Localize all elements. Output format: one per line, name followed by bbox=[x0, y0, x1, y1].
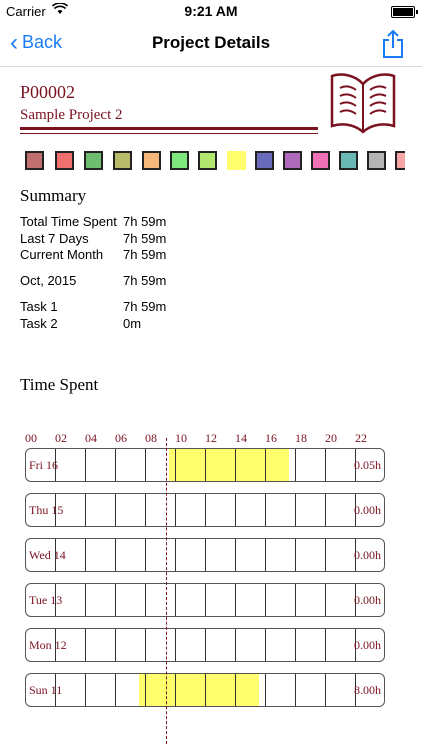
summary-value: 7h 59m bbox=[123, 231, 167, 246]
share-button[interactable] bbox=[378, 28, 408, 60]
hour-cell-divider bbox=[26, 494, 356, 526]
page-title: Project Details bbox=[151, 33, 271, 52]
hour-label: 12 bbox=[205, 431, 217, 445]
hour-label: 10 bbox=[175, 431, 187, 445]
color-swatch-selected[interactable] bbox=[227, 151, 246, 170]
day-label: Fri 16 bbox=[29, 458, 59, 472]
summary-label: Oct, 2015 bbox=[20, 273, 77, 288]
color-swatch[interactable] bbox=[255, 151, 274, 170]
day-row[interactable] bbox=[25, 673, 385, 707]
color-swatch[interactable] bbox=[311, 151, 330, 170]
hour-label: 04 bbox=[85, 431, 97, 445]
day-label: Tue 13 bbox=[29, 593, 63, 607]
hour-cell-divider bbox=[26, 539, 356, 571]
day-row[interactable] bbox=[25, 448, 385, 482]
header-rule bbox=[20, 127, 318, 130]
hour-label: 20 bbox=[325, 431, 337, 445]
day-label: Mon 12 bbox=[29, 638, 67, 652]
day-label: Thu 15 bbox=[29, 503, 64, 517]
hour-label: 18 bbox=[295, 431, 307, 445]
hour-cell-divider bbox=[26, 584, 356, 616]
day-total: 0.00h bbox=[354, 593, 381, 607]
hour-cell-divider bbox=[26, 449, 356, 481]
day-total: 8.00h bbox=[354, 683, 381, 697]
color-swatch[interactable] bbox=[395, 151, 405, 170]
chevron-left-icon: ‹ bbox=[10, 29, 18, 56]
day-row[interactable] bbox=[25, 493, 385, 527]
day-label: Wed 14 bbox=[29, 548, 66, 562]
summary-label: Task 2 bbox=[20, 316, 58, 331]
summary-label: Task 1 bbox=[20, 299, 58, 314]
day-row[interactable] bbox=[25, 628, 385, 662]
hour-label: 22 bbox=[355, 431, 367, 445]
clock: 9:21 AM bbox=[184, 3, 238, 19]
summary-value: 0m bbox=[123, 316, 142, 331]
project-name: Sample Project 2 bbox=[20, 107, 123, 123]
hour-label: 00 bbox=[25, 431, 37, 445]
time-spent-title: Time Spent bbox=[20, 375, 99, 394]
hour-label: 02 bbox=[55, 431, 67, 445]
color-swatch[interactable] bbox=[55, 151, 74, 170]
navigation-bar bbox=[0, 22, 422, 67]
status-bar bbox=[0, 0, 422, 22]
summary-label: Last 7 Days bbox=[20, 231, 89, 246]
day-row[interactable] bbox=[25, 583, 385, 617]
summary-value: 7h 59m bbox=[123, 273, 167, 288]
summary-title: Summary bbox=[20, 186, 87, 205]
summary-value: 7h 59m bbox=[123, 299, 167, 314]
book-icon bbox=[330, 70, 396, 134]
header-rule-thin bbox=[20, 133, 318, 134]
color-swatch[interactable] bbox=[84, 151, 103, 170]
day-total: 0.05h bbox=[354, 458, 381, 472]
battery-icon bbox=[391, 6, 415, 18]
summary-value: 7h 59m bbox=[123, 214, 167, 229]
color-swatch[interactable] bbox=[113, 151, 132, 170]
summary-value: 7h 59m bbox=[123, 247, 167, 262]
hour-label: 14 bbox=[235, 431, 247, 445]
project-id: P00002 bbox=[20, 82, 76, 102]
color-swatch[interactable] bbox=[339, 151, 358, 170]
hour-label: 06 bbox=[115, 431, 127, 445]
hour-cell-divider bbox=[26, 674, 356, 706]
summary-label: Current Month bbox=[20, 247, 104, 262]
hour-label: 08 bbox=[145, 431, 157, 445]
day-total: 0.00h bbox=[354, 548, 381, 562]
summary-label: Total Time Spent bbox=[20, 214, 117, 229]
hour-cell-divider bbox=[26, 629, 356, 661]
current-time-line bbox=[166, 438, 167, 744]
day-label: Sun 11 bbox=[29, 683, 63, 697]
color-swatch[interactable] bbox=[25, 151, 44, 170]
color-swatch[interactable] bbox=[367, 151, 386, 170]
color-swatch[interactable] bbox=[283, 151, 302, 170]
day-row[interactable] bbox=[25, 538, 385, 572]
color-swatch[interactable] bbox=[170, 151, 189, 170]
color-swatch[interactable] bbox=[198, 151, 217, 170]
hour-label: 16 bbox=[265, 431, 277, 445]
carrier-label: Carrier bbox=[6, 4, 46, 19]
day-total: 0.00h bbox=[354, 503, 381, 517]
back-label: Back bbox=[22, 32, 63, 52]
share-icon bbox=[378, 28, 408, 60]
day-total: 0.00h bbox=[354, 638, 381, 652]
color-swatch[interactable] bbox=[142, 151, 161, 170]
